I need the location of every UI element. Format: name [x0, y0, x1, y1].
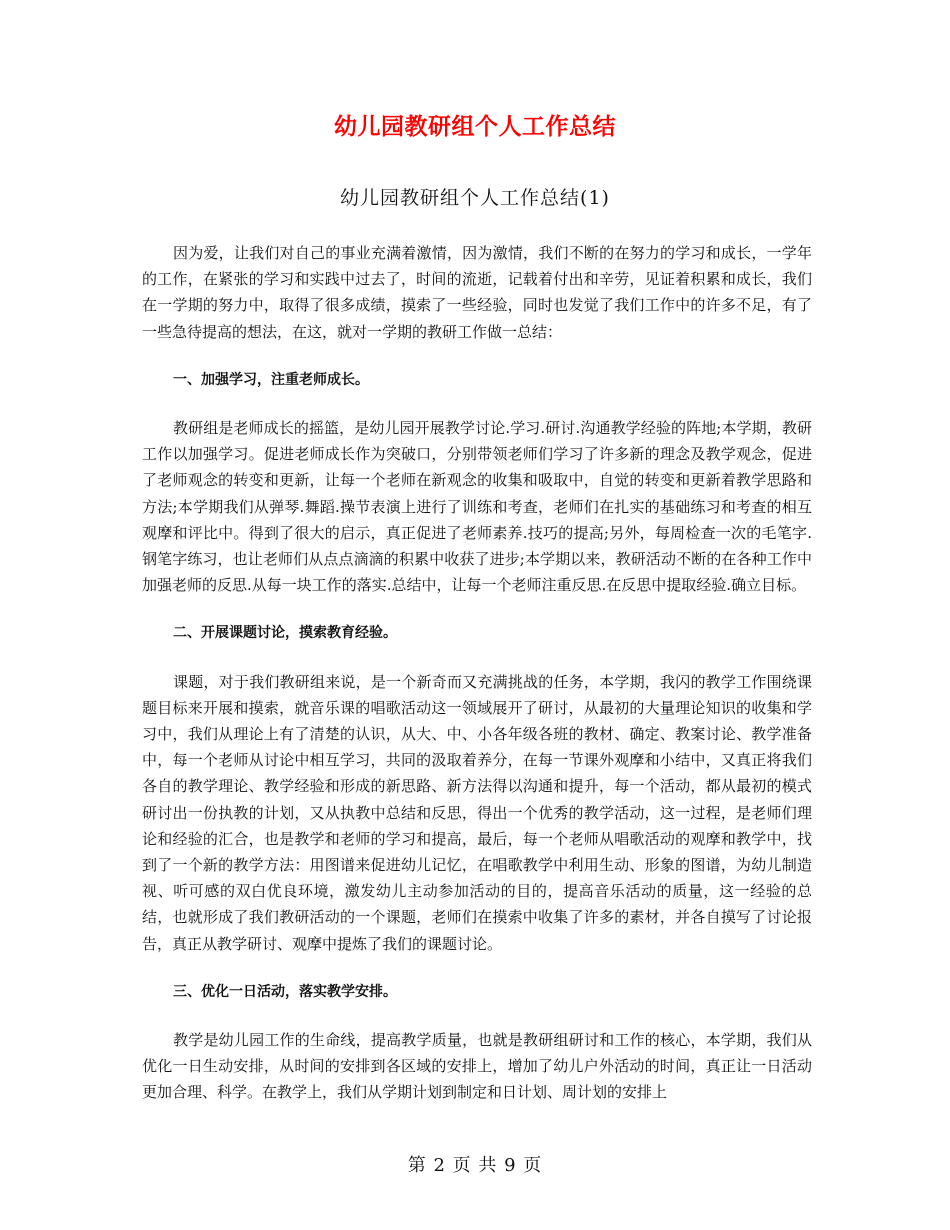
main-title: 幼儿园教研组个人工作总结 [334, 114, 616, 140]
section-body-1: 教研组是老师成长的摇篮，是幼儿园开展教学讨论.学习.研讨.沟通教学经验的阵地;本学期，教研工作以加强学习。促进老师成长作为突破口，分别带领老师们学习了许多新的理念及教学观念，促进了老师观念的转变和更新，让每一个老师在新观念的收集和吸取中，自觉的转变和更新着教学思路和方法;本学期我们从弹琴.舞蹈.操节表演上进行了训练和考查，老师们在扎实的基础练习和考查的相互观摩和评比中。得到了很大的启示，真正促进了老师素养.技巧的提高;另外，每周检查一次的毛笔字.钢笔字练习，也让老师们从点点滴滴的积累中收获了进步;本学期以来，教研活动不断的在各种工作中加强老师的反思.从每一块工作的落实.总结中，让每一个老师注重反思.在反思中提取经验.确立目标。 [142, 419, 812, 595]
section-heading-2: 二、开展课题讨论，摸索教育经验。 [173, 625, 397, 642]
section-body-3: 教学是幼儿园工作的生命线，提高教学质量，也就是教研组研讨和工作的核心，本学期，我们从优化一日生动安排，从时间的安排到各区域的安排上，增加了幼儿户外活动的时间，真正让一日活动更加合理、科学。在教学上，我们从学期计划到制定和日计划、周计划的安排上 [142, 1031, 812, 1102]
intro-paragraph: 因为爱，让我们对自己的事业充满着激情，因为激情，我们不断的在努力的学习和成长，一学年的工作，在紧张的学习和实践中过去了，时间的流逝，记载着付出和辛劳，见证着积累和成长，我们在一学期的努力中，取得了很多成绩，摸索了一些经验，同时也发觉了我们工作中的许多不足，有了一些急待提高的想法，在这，就对一学期的教研工作做一总结： [142, 244, 812, 341]
page-footer: 第 2 页 共 9 页 [407, 1155, 543, 1176]
section-heading-1: 一、加强学习，注重老师成长。 [173, 371, 369, 388]
sub-title: 幼儿园教研组个人工作总结(1) [340, 187, 610, 209]
content-body [142, 240, 812, 1106]
section-heading-3: 三、优化一日活动，落实教学安排。 [173, 983, 397, 1000]
section-body-2: 课题，对于我们教研组来说，是一个新奇而又充满挑战的任务，本学期，我闪的教学工作围绕课题目标来开展和摸索，就音乐课的唱歌活动这一领域展开了研讨，从最初的大量理论知识的收集和学习中，我们从理论上有了清楚的认识，从大、中、小各年级各班的教材、确定、教案讨论、教学准备中，每一个老师从讨论中相互学习，共同的汲取着养分，在每一节课外观摩和小结中，又真正将我们各自的教学理论、教学经验和形成的新思路、新方法得以沟通和提升，每一个活动，都从最初的模式研讨出一份执教的计划，又从执教中总结和反思，得出一个优秀的教学活动，这一过程，是老师们理论和经验的汇合，也是教学和老师的学习和提高，最后，每一个老师从唱歌活动的观摩和教学中，找到了一个新的教学方法：用图谱来促进幼儿记忆，在唱歌教学中利用生动、形象的图谱，为幼儿制造视、听可感的双白优良环境，激发幼儿主动参加活动的目的，提高音乐活动的质量，这一经验的总结，也就形成了我们教研活动的一个课题，老师们在摸索中收集了许多的素材，并各自摸写了讨论报告，真正从教学研讨、观摩中提炼了我们的课题讨论。 [142, 672, 812, 953]
